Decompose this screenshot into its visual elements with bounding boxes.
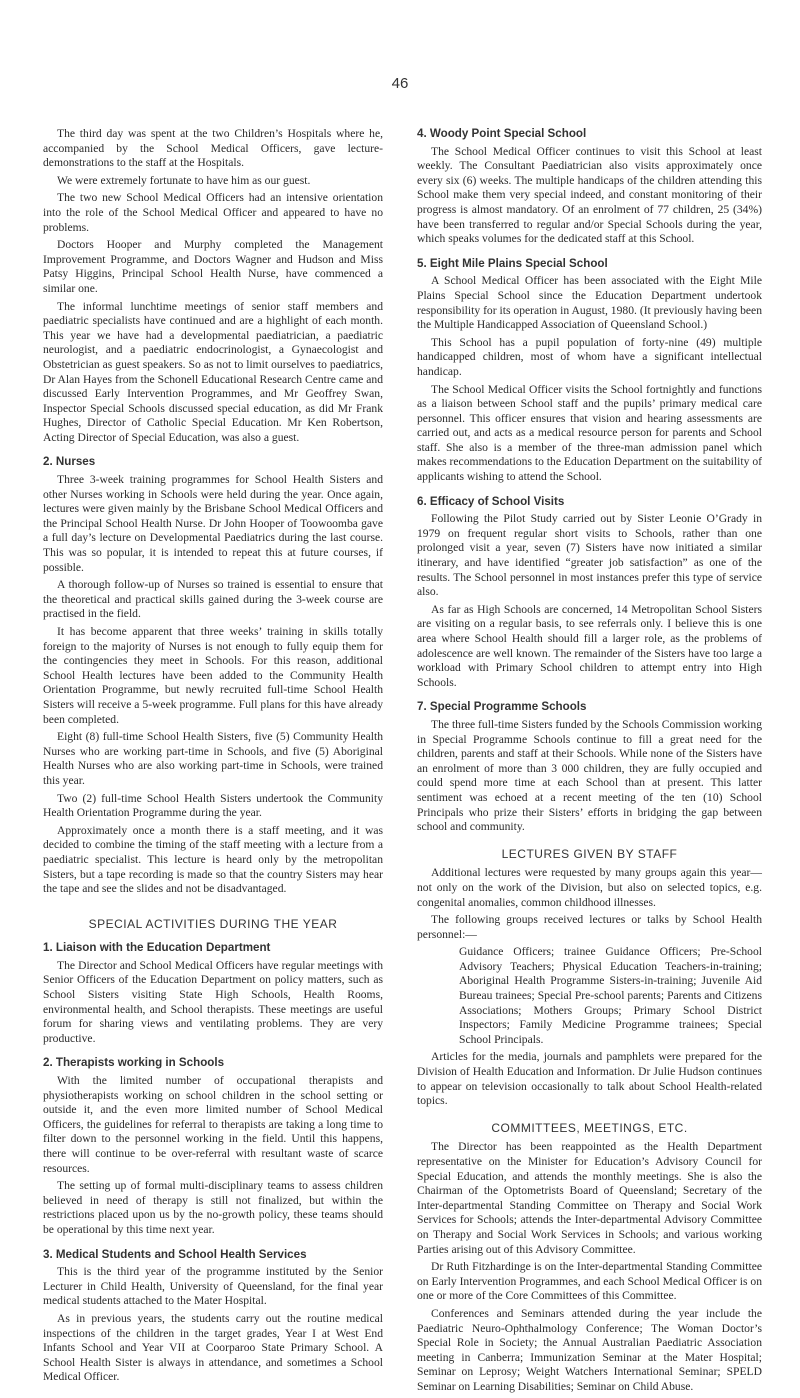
paragraph: It has become apparent that three weeks’ training in skills totally foreign to the majority of Nurses is not enough to fully equip them for the contingencies they meet in Schools. For this reason, additional School Health lectures have been added to the Community Health Orientation Programme, but newly recruited full-time School Health Sisters will receive a 5-week programme. Full plans for this have already been completed. bbox=[43, 625, 383, 726]
paragraph: Two (2) full-time School Health Sisters undertook the Community Health Orientation Programme during the year. bbox=[43, 791, 383, 820]
section-heading-special-programme: 7. Special Programme Schools bbox=[417, 700, 587, 714]
paragraph: The informal lunchtime meetings of senior staff members and paediatric specialists have continued and are a highlight of each month. This year we have had a developmental paediatrician, a paediatric neurologist, and a paediatric endocrinologist, a Gynaecologist and Obstetrician as guest speakers. So as not to limit ourselves to paediatrics, Dr Alan Hayes from the Schonell Educational Research Centre came and discussed Early Intervention Programmes, and Mr Geoffrey Swan, Inspector Special Schools discussed special education, as did Mr Frank Hughes, Director of Catholic Special Education. Mr Ken Robertson, Acting Director of Special Education, was also a guest. bbox=[43, 299, 383, 444]
section-title-committees: COMMITTEES, MEETINGS, ETC. bbox=[491, 1120, 688, 1135]
section-heading-efficacy: 6. Efficacy of School Visits bbox=[417, 494, 565, 508]
page-number: 46 bbox=[391, 75, 409, 92]
section-heading-medical-students: 3. Medical Students and School Health Services bbox=[43, 1247, 307, 1261]
paragraph: This School has a pupil population of forty-nine (49) multiple handicapped children, most of whom have a significant intellectual handicap. bbox=[417, 335, 762, 378]
paragraph: The Director and School Medical Officers have regular meetings with Senior Officers of the Education Department on policy matters, such as School Sisters visiting State High Schools, Health Rooms, environmental health, and School therapists. These meetings are useful forum for sharing views and ventilating problems. They are very productive. bbox=[43, 958, 383, 1045]
paragraph: We were extremely fortunate to have him as our guest. bbox=[57, 173, 311, 187]
paragraph: Additional lectures were requested by many groups again this year—not only on the work of the Division, but also on selected topics, e.g. congenital anomalies, common childhood illnesses. bbox=[417, 866, 762, 909]
paragraph: Doctors Hooper and Murphy completed the Management Improvement Programme, and Doctors Wagner and Hudson and Miss Patsy Higgins, Principal School Health Nurse, have commenced a similar one. bbox=[43, 238, 383, 295]
paragraph: With the limited number of occupational therapists and physiotherapists working on school children in the school setting or outside it, and the even more limited number of School Medical Officers, the guidelines for referral to therapists are taking a long time to filter down to the personnel working in the field. Until this happens, there will continue to be over-referral with resultant waste of scarce resources. bbox=[43, 1074, 383, 1175]
paragraph: The two new School Medical Officers had an intensive orientation into the role of the School Medical Officer and appeared to have no problems. bbox=[43, 191, 383, 234]
paragraph: Following the Pilot Study carried out by Sister Leonie O’Grady in 1979 on frequent regular short visits to Schools, rather than one prolonged visit a year, seven (7) Sisters have now initiated a similar itinerary, and have identified “greater job satisfaction” as one of the results. The School personnel in most instances prefer this type of service also. bbox=[417, 512, 762, 599]
paragraph: The three full-time Sisters funded by the Schools Commission working in Special Programme Schools continue to fill a great need for the children, parents and staff at their Schools. While none of the Sisters have an enrolment of more than 3 000 children, they are fully occupied and could spend more time at each School than at present. This latter sentiment was echoed at a recent meeting of the ten (10) School Principals who prize their Sisters’ efforts in bridging the gap between school and community. bbox=[417, 717, 762, 834]
section-title-special-activities: SPECIAL ACTIVITIES DURING THE YEAR bbox=[88, 916, 338, 931]
section-title-lectures: LECTURES GIVEN BY STAFF bbox=[501, 846, 678, 861]
paragraph: The School Medical Officer continues to visit this School at least weekly. The Consultant Paediatrician also visits approximately once every six (6) weeks. The multiple handicaps of the children attending this School make them very special indeed, and constant monitoring of their progress is almost mandatory. Of an enrolment of 77 children, 25 (34%) have been transferred to regular and/or Special Schools during the year, which speaks volumes for the dedicated staff at this School. bbox=[417, 144, 762, 246]
paragraph: Conferences and Seminars attended during the year include the Paediatric Neuro-Ophthalmology Conference; The Woman Doctor’s Special Role in Society; the Annual Australian Paediatric Association meeting in Canberra; Immunization Seminar at the Mater Hospital; Seminar on Leprosy; Weight Watchers International Seminar; SPELD Seminar on Learning Disabilities; Seminar on Child Abuse. bbox=[417, 1306, 762, 1393]
lecture-groups-list: Guidance Officers; trainee Guidance Officers; Pre-School Advisory Teachers; Physical Education Teachers-in-training; Aboriginal Health Programme Sisters-in-training; Juvenile Aid Bureau trainees; Special Pre-school parents; Parents and Citizens Associations; Mothers Groups; Primary School District Inspectors; Family Medicine Programme trainees; Special School Principals. bbox=[459, 945, 762, 1046]
section-heading-therapists: 2. Therapists working in Schools bbox=[43, 1056, 225, 1070]
paragraph: Dr Ruth Fitzhardinge is on the Inter-departmental Standing Committee on Early Intervention Programmes, and each School Medical Officer is on one or more of the Core Committees of this Committee. bbox=[417, 1260, 762, 1303]
paragraph: As in previous years, the students carry out the routine medical inspections of the children in the target grades, Year I at West End Infants School and Year VII at Coorparoo State Primary School. A School Health Sister is always in attendance, and sometimes a School Medical Officer. bbox=[43, 1311, 383, 1384]
paragraph: As far as High Schools are concerned, 14 Metropolitan School Sisters are visiting on a regular basis, to see referrals only. I believe this is one area where School Health should fill a larger role, as the problems of adolescence are well known. The remainder of the Sisters have too large a workload with Primary School children to attempt entry into High Schools. bbox=[417, 602, 762, 689]
paragraph: The Director has been reappointed as the Health Department representative on the Minister for Education’s Advisory Council for Special Education, and attends the monthly meetings. She is also the Chairman of the Optometrists Board of Queensland; Secretary of the Inter-departmental Standing Committee on Therapy and Social Work Services for Schools; attends the Inter-departmental Advisory Committee on Therapy and Social Work Services in Schools; and various working Parties arising out of this Advisory Committee. bbox=[417, 1140, 762, 1256]
paragraph: Three 3-week training programmes for School Health Sisters and other Nurses working in Schools were held during the year. Once again, lectures were given mainly by the Brisbane School Medical Officers and the Principal School Health Nurse. Dr John Hooper of Toowoomba gave a full day’s lecture on Developmental Paediatrics during the last course. This was so popular, it is intended to repeat this at future courses, if possible. bbox=[43, 473, 383, 574]
section-heading-eight-mile-plains: 5. Eight Mile Plains Special School bbox=[417, 256, 608, 270]
paragraph: The setting up of formal multi-disciplinary teams to assess children believed in need of therapy is still not finalized, but within the restrictions placed upon us by the no-growth policy, these teams should be operational by this time next year. bbox=[43, 1179, 383, 1236]
left-column bbox=[43, 127, 383, 1388]
section-heading-woody-point: 4. Woody Point Special School bbox=[417, 127, 587, 140]
paragraph: The School Medical Officer visits the School fortnightly and functions as a liaison between School staff and the pupils’ primary medical care personnel. This officer ensures that vision and hearing assessments are carried out, and acts as a medical resource person for parents and School staff. She also is a member of the three-man admission panel which makes recommendations to the Education Department on the suitability of applicants wishing to attend the School. bbox=[417, 382, 762, 484]
right-column bbox=[417, 127, 762, 1398]
paragraph: Eight (8) full-time School Health Sisters, five (5) Community Health Nurses who are working part-time in Schools, and five (5) Aboriginal Health Nurses who are also working part-time in Schools, were trained this year. bbox=[43, 730, 383, 787]
paragraph: The following groups received lectures or talks by School Health personnel:— bbox=[417, 913, 762, 941]
paragraph: The third day was spent at the two Children’s Hospitals where he, accompanied by the School Medical Officers, gave lecture-demonstrations to the staff at the Hospitals. bbox=[43, 127, 383, 170]
paragraph: Articles for the media, journals and pamphlets were prepared for the Division of Health Education and Information. Dr Julie Hudson continues to appear on television occasionally to talk about School Health-related topics. bbox=[417, 1050, 762, 1108]
paragraph: This is the third year of the programme instituted by the Senior Lecturer in Child Health, University of Queensland, for the final year medical students attached to the Mater Hospital. bbox=[43, 1265, 383, 1308]
paragraph: A thorough follow-up of Nurses so trained is essential to ensure that the theoretical and practical skills gained during the 3-week course are practised in the field. bbox=[43, 578, 383, 621]
paragraph: Approximately once a month there is a staff meeting, and it was decided to combine the timing of the staff meeting with a lecture from a paediatric specialist. This lecture is heard only by the metropolitan Sisters, but a tape recording is made so that the country Sisters may hear the tape and see the slides and not be disadvantaged. bbox=[43, 823, 383, 896]
section-heading-liaison: 1. Liaison with the Education Department bbox=[43, 941, 271, 955]
section-heading-nurses: 2. Nurses bbox=[43, 455, 96, 469]
paragraph: A School Medical Officer has been associated with the Eight Mile Plains Special School since the Education Department undertook responsibility for its operation in August, 1980. (It previously having been the Multiple Handicapped Association of Queensland School.) bbox=[417, 274, 762, 332]
